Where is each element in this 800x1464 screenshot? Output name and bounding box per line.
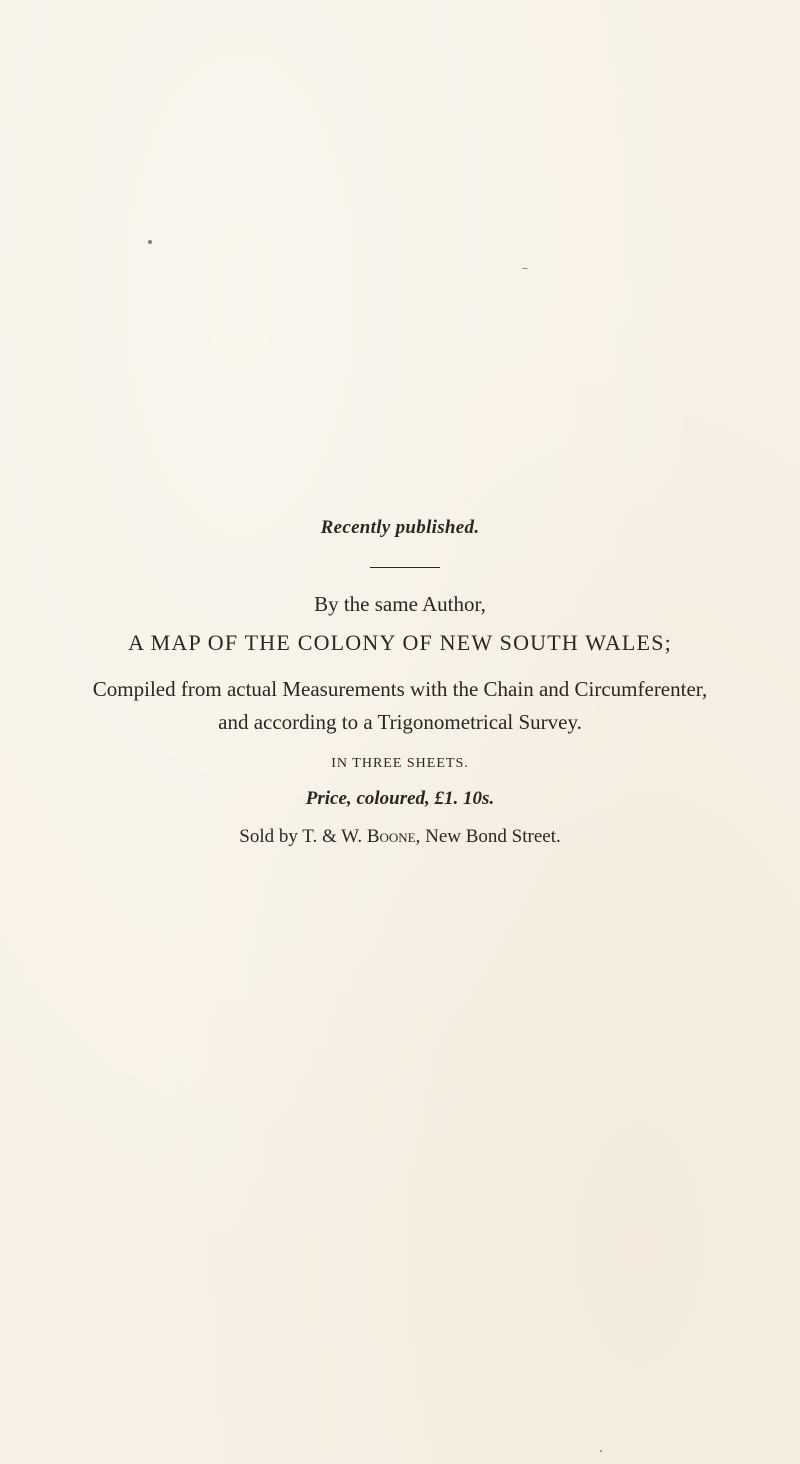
price-label: Price, (305, 788, 352, 809)
seller-name: Boone, (366, 826, 421, 847)
seller-line (0, 826, 800, 848)
price-amount: £1. 10s. (434, 788, 495, 809)
author-note: By the same Author, (314, 592, 486, 616)
paper-speck (148, 240, 152, 244)
description-line-1: Compiled from actual Measurements with the Chain and Circumferenter, (92, 677, 708, 701)
description-line-2: and according to a Trigonometrical Survey. (218, 710, 582, 734)
map-title: A MAP OF THE COLONY OF NEW SOUTH WALES; (128, 630, 672, 655)
paper-speck (600, 1450, 602, 1452)
seller-address: New Bond Street. (425, 826, 561, 847)
sheets-note: IN THREE SHEETS. (331, 756, 469, 771)
seller-prefix: Sold by T. & W. (239, 826, 363, 847)
divider-rule (370, 567, 440, 568)
price-detail: coloured, (356, 788, 430, 809)
paper-speck (522, 268, 528, 269)
price-line (0, 788, 800, 810)
recently-published-heading: Recently published. (320, 517, 480, 538)
